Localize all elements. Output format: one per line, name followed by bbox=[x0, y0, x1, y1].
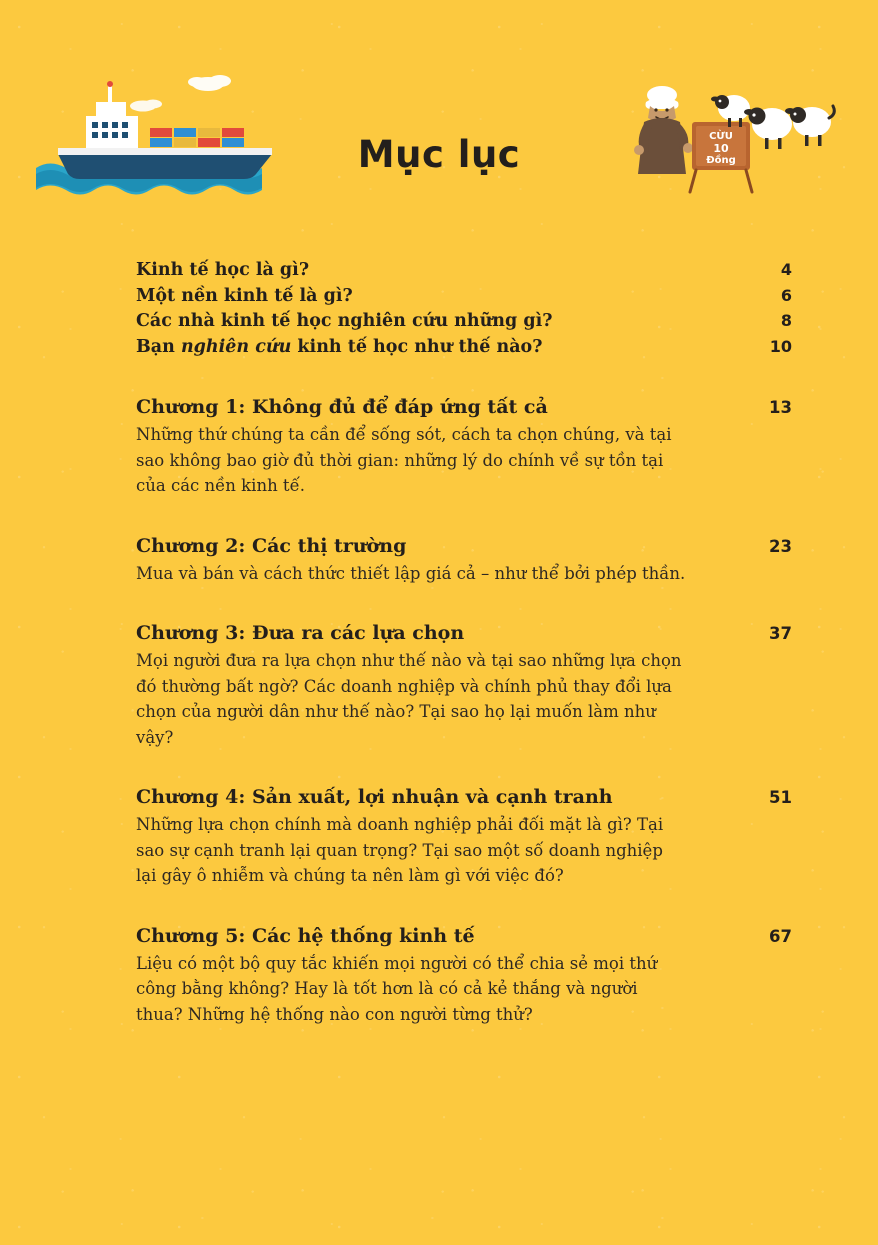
chapter-description: Những thứ chúng ta cần để sống sót, cách ta chọn chúng, và tại sao không bao giờ đủ thời gian: những lý do chính về sự tồn tại của các nền kinh tế. bbox=[136, 425, 672, 495]
chapter-entry[interactable] bbox=[136, 394, 792, 499]
front-matter-list bbox=[136, 258, 792, 360]
toc-entry-page: 10 bbox=[769, 336, 792, 356]
chapter-entry[interactable] bbox=[136, 533, 792, 587]
chapter-description: Liệu có một bộ quy tắc khiến mọi người có thể chia sẻ mọi thứ công bằng không? Hay là tốt hơn là có cả kẻ thắng và người thua? Những hệ thống nào con người từng thử? bbox=[136, 953, 658, 1024]
toc-entry-label: Kinh tế học là gì? bbox=[136, 260, 310, 280]
toc-entry[interactable] bbox=[136, 309, 792, 335]
chapter-title: Chương 4: Sản xuất, lợi nhuận và cạnh tranh bbox=[136, 786, 613, 808]
toc-entry[interactable] bbox=[136, 335, 792, 361]
chapter-entry[interactable] bbox=[136, 923, 792, 1028]
toc-entry-label-pre: Bạn bbox=[136, 336, 181, 357]
shepherd-with-sheep-icon bbox=[626, 62, 836, 206]
page-title: Mục lục bbox=[357, 132, 521, 176]
chapter-page: 51 bbox=[769, 788, 792, 807]
chapter-page: 23 bbox=[769, 536, 792, 556]
chapter-page: 67 bbox=[769, 926, 792, 946]
toc-entry-label: Các nhà kinh tế học nghiên cứu những gì? bbox=[136, 311, 553, 331]
chapter-page: 37 bbox=[769, 624, 792, 643]
page-header bbox=[0, 0, 878, 235]
chapter-title: Chương 1: Không đủ để đáp ứng tất cả bbox=[136, 396, 548, 418]
toc-entry-page: 8 bbox=[780, 311, 792, 330]
chapter-page: 13 bbox=[769, 398, 792, 417]
toc-entry[interactable] bbox=[136, 258, 792, 284]
toc-entry[interactable] bbox=[136, 284, 792, 310]
svg-text:CỪU: CỪU bbox=[709, 131, 733, 142]
svg-text:Đồng: Đồng bbox=[706, 155, 736, 166]
chapter-title: Chương 3: Đưa ra các lựa chọn bbox=[136, 622, 465, 644]
chapter-entry[interactable] bbox=[136, 784, 792, 889]
toc-entry-page: 6 bbox=[780, 285, 792, 305]
chapter-description: Mua và bán và cách thức thiết lập giá cả – như thể bởi phép thần. bbox=[136, 563, 686, 583]
chapter-title: Chương 5: Các hệ thống kinh tế bbox=[136, 924, 475, 947]
toc-entry-label bbox=[136, 335, 543, 361]
svg-text:10: 10 bbox=[713, 142, 729, 155]
chapter-entry[interactable] bbox=[136, 620, 792, 750]
chapter-description: Những lựa chọn chính mà doanh nghiệp phải đối mặt là gì? Tại sao sự cạnh tranh lại quan trọng? Tại sao một số doanh nghiệp lại gây ô nhiễm và chúng ta nên làm gì với việc đó? bbox=[136, 815, 664, 885]
toc-entry-label: Một nền kinh tế là gì? bbox=[136, 285, 353, 306]
toc-entry-label-post: kinh tế học như thế nào? bbox=[291, 336, 543, 357]
toc-entry-label-emphasis: nghiên cứu bbox=[180, 336, 292, 357]
toc-entry-page: 4 bbox=[780, 260, 792, 279]
chapter-description: Mọi người đưa ra lựa chọn như thế nào và tại sao những lựa chọn đó thường bất ngờ? Các doanh nghiệp và chính phủ thay đổi lựa chọn của người dân như thế nào? Tại sao họ lại muốn làm như vậy? bbox=[136, 651, 682, 747]
chapter-title: Chương 2: Các thị trường bbox=[136, 534, 407, 557]
table-of-contents bbox=[136, 258, 792, 1044]
